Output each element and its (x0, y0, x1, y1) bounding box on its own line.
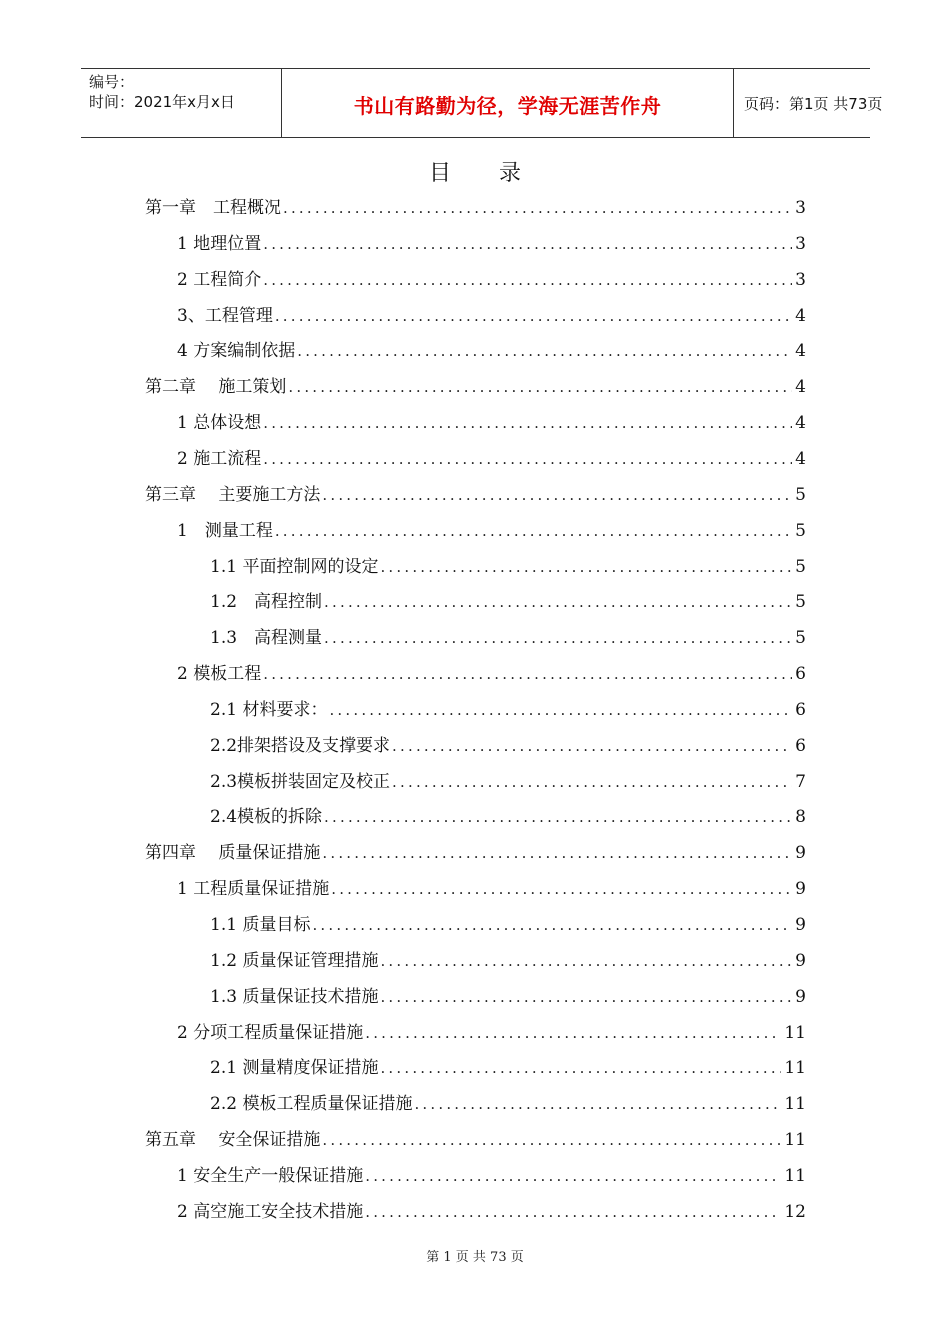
toc-entry-label: 2 工程简介 (177, 269, 262, 290)
toc-entry-label: 1 总体设想 (177, 413, 262, 434)
toc-title-char: 录 (499, 161, 522, 186)
toc-entry[interactable] (177, 447, 806, 471)
toc-entry-label: 1 安全生产一般保证措施 (177, 1165, 364, 1186)
toc-entry[interactable] (145, 841, 806, 865)
toc-entry-page: 11 (784, 1165, 806, 1186)
toc-leader-dots (412, 1092, 781, 1116)
toc-entry-page: 6 (795, 735, 806, 756)
toc-entry-page: 3 (795, 269, 806, 290)
toc-leader-dots (363, 1021, 781, 1045)
toc-entry[interactable] (145, 196, 806, 220)
toc-leader-dots (363, 1164, 781, 1188)
toc-leader-dots (378, 1056, 781, 1080)
toc-leader-dots (320, 483, 792, 507)
toc-entry[interactable] (145, 375, 806, 399)
toc-entry-page: 4 (795, 448, 806, 469)
toc-entry[interactable] (210, 770, 806, 794)
toc-entry[interactable] (210, 913, 806, 937)
toc-entry-label: 第二章 施工策划 (145, 377, 287, 398)
toc-leader-dots (327, 698, 792, 722)
toc-entry-label: 1.1 平面控制网的设定 (210, 556, 379, 577)
toc-leader-dots (378, 949, 792, 973)
toc-entry[interactable] (177, 1200, 806, 1224)
toc-entry-page: 9 (795, 950, 806, 971)
toc-entry-label: 2.4模板的拆除 (210, 807, 323, 828)
toc-leader-dots (261, 447, 792, 471)
toc-entry-label: 1.3 高程测量 (210, 628, 323, 649)
toc-leader-dots (322, 590, 792, 614)
toc-entry-page: 5 (795, 628, 806, 649)
toc-entry-page: 12 (784, 1201, 806, 1222)
toc-entry-label: 第四章 质量保证措施 (145, 843, 321, 864)
toc-entry-page: 6 (795, 699, 806, 720)
toc-entry-page: 8 (795, 807, 806, 828)
toc-leader-dots (363, 1200, 781, 1224)
toc-leader-dots (320, 1128, 781, 1152)
toc-entry-label: 1.2 高程控制 (210, 592, 323, 613)
toc-entry[interactable] (210, 1092, 806, 1116)
toc-entry[interactable] (210, 805, 806, 829)
header-motto: 书山有路勤为径，学海无涯苦作舟 (282, 69, 734, 137)
toc-entry[interactable] (177, 662, 806, 686)
toc-entry[interactable] (177, 519, 806, 543)
toc-leader-dots (390, 770, 792, 794)
toc-entry[interactable] (177, 877, 806, 901)
toc-entry[interactable] (177, 411, 806, 435)
toc-leader-dots (286, 375, 792, 399)
toc-entry-label: 第一章 工程概况 (145, 198, 281, 218)
toc-entry-label: 1 工程质量保证措施 (177, 879, 330, 900)
toc-entry-label: 第五章 安全保证措施 (145, 1130, 321, 1151)
header-page-info: 页码：第1页 共73页 (744, 94, 883, 113)
toc-entry[interactable] (177, 339, 806, 363)
toc-entry[interactable] (210, 590, 806, 614)
toc-entry[interactable] (210, 949, 806, 973)
toc-entry[interactable] (210, 626, 806, 650)
toc-entry[interactable] (177, 232, 806, 256)
toc-entry-label: 2.1 材料要求： (210, 699, 328, 720)
toc-leader-dots (329, 877, 792, 901)
toc-title (0, 156, 950, 187)
toc-title-char: 目 (428, 161, 451, 186)
toc-leader-dots (390, 734, 792, 758)
toc-leader-dots (322, 626, 792, 650)
toc-entry[interactable] (177, 304, 806, 328)
toc-leader-dots (261, 268, 792, 292)
toc-entry-label: 2 高空施工安全技术措施 (177, 1201, 364, 1222)
toc-leader-dots (273, 304, 792, 328)
date-label: 时间：2021年x月x日 (89, 93, 235, 111)
toc-entry-label: 1 地理位置 (177, 233, 262, 254)
toc-entry-label: 1.1 质量目标 (210, 915, 311, 935)
toc-entry-page: 11 (784, 1130, 806, 1151)
toc-entry-page: 9 (795, 843, 806, 864)
toc-entry-page: 3 (795, 198, 806, 218)
toc-entry[interactable] (177, 268, 806, 292)
toc-entry-label: 1.3 质量保证技术措施 (210, 986, 379, 1007)
page-header (81, 68, 883, 138)
toc-entry-label: 第三章 主要施工方法 (145, 484, 321, 505)
toc-entry[interactable] (177, 1021, 806, 1045)
toc-entry-page: 5 (795, 484, 806, 505)
toc-leader-dots (295, 339, 792, 363)
toc-leader-dots (378, 555, 792, 579)
toc-entry[interactable] (145, 1128, 806, 1152)
toc-entry[interactable] (210, 1056, 806, 1080)
toc-entry-label: 1 测量工程 (177, 520, 273, 541)
toc-entry-page: 4 (795, 413, 806, 434)
toc-leader-dots (320, 841, 792, 865)
toc-entry-label: 2 施工流程 (177, 448, 262, 469)
toc-leader-dots (378, 985, 792, 1009)
toc-entry-page: 9 (795, 986, 806, 1007)
toc-entry-label: 2.3模板拼装固定及校正 (210, 771, 391, 792)
toc-entry-page: 4 (795, 305, 806, 326)
toc-leader-dots (281, 196, 792, 220)
toc-entry-label: 4 方案编制依据 (177, 341, 296, 362)
page-footer: 第 1 页 共 73 页 (426, 1250, 524, 1265)
toc-entry[interactable] (145, 483, 806, 507)
toc-leader-dots (261, 662, 792, 686)
toc-entry-page: 5 (795, 556, 806, 577)
toc-entry-page: 9 (795, 879, 806, 900)
toc-entry[interactable] (177, 1164, 806, 1188)
toc-leader-dots (273, 519, 792, 543)
toc-entry-page: 11 (784, 1058, 806, 1079)
toc-entry-label: 2 分项工程质量保证措施 (177, 1022, 364, 1043)
toc-entry-page: 9 (795, 915, 806, 935)
toc-leader-dots (310, 913, 792, 937)
toc-entry-label: 2.2 模板工程质量保证措施 (210, 1094, 413, 1115)
serial-label: 编号： (89, 73, 135, 91)
toc-entry-label: 2 模板工程 (177, 664, 262, 685)
toc-leader-dots (261, 232, 792, 256)
toc-leader-dots (322, 805, 792, 829)
toc-entry-page: 6 (795, 664, 806, 685)
toc-entry-label: 2.2排架搭设及支撑要求 (210, 735, 391, 756)
toc-entry-label: 2.1 测量精度保证措施 (210, 1058, 379, 1079)
toc-entry[interactable] (210, 734, 806, 758)
toc-entry[interactable] (210, 698, 806, 722)
toc-leader-dots (261, 411, 792, 435)
toc-entry-page: 5 (795, 592, 806, 613)
toc-entry-page: 3 (795, 233, 806, 254)
toc-entry[interactable] (210, 555, 806, 579)
toc-entry-label: 1.2 质量保证管理措施 (210, 950, 379, 971)
toc-entry-page: 5 (795, 520, 806, 541)
toc-entry[interactable] (210, 985, 806, 1009)
toc-entry-page: 11 (784, 1022, 806, 1043)
toc-entry-page: 4 (795, 341, 806, 362)
toc-entry-page: 4 (795, 377, 806, 398)
toc-entry-label: 3、工程管理 (177, 305, 273, 326)
header-meta (81, 69, 282, 137)
toc-entry-page: 7 (795, 771, 806, 792)
toc-entry-page: 11 (784, 1094, 806, 1115)
